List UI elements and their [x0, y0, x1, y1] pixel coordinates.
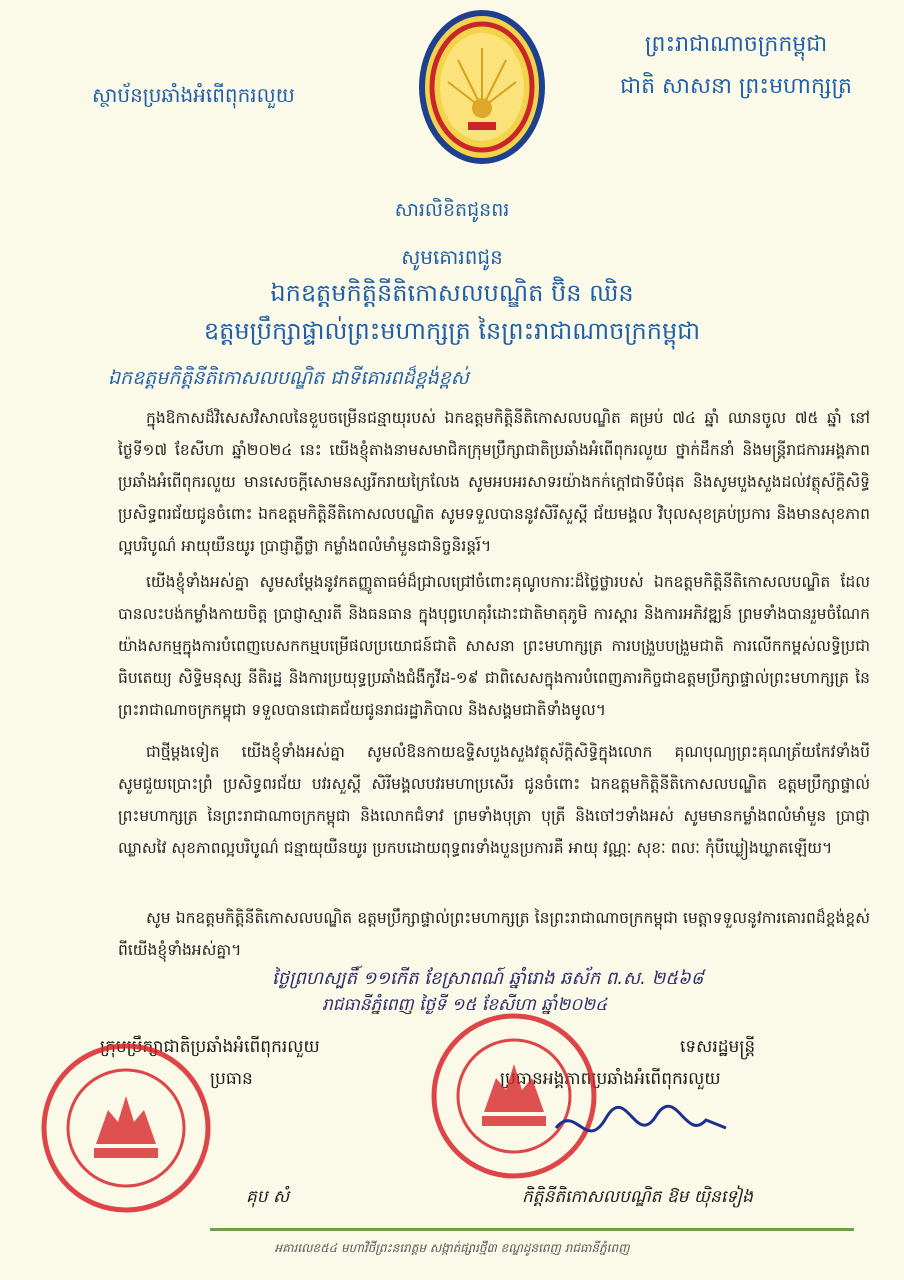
- recipient-name: ឯកឧត្តមកិត្តិនីតិកោសលបណ្ឌិត ប៊ិន ឈិន: [270, 279, 634, 307]
- right-signatory-name: កិត្តិនីតិកោសលបណ្ឌិត ឱម យ៉ិនទៀង: [522, 1187, 753, 1207]
- body-paragraph-4: សូម ឯកឧត្តមកិត្តិនីតិកោសលបណ្ឌិត ឧត្តមប្រឹក្សាផ្ទាល់ព្រះមហាក្សត្រ នៃព្រះរាជាណាចក្រកម្ពុជា មេត្តាទទួលនូវការគោរពដ៏ខ្ពង់ខ្ពស់ ពីយើងខ្ញុំទាំងអស់គ្នា។: [118, 909, 870, 959]
- body-paragraph-2: យើងខ្ញុំទាំងអស់គ្នា សូមសម្តែងនូវកតញ្ញូតាធម៌ដ៏ជ្រាលជ្រៅចំពោះគុណូបការៈដ៏ថ្លៃថ្លារបស់ ឯកឧត្តមកិត្តិនីតិកោសលបណ្ឌិត ដែលបានលះបង់កម្លាំងកាយចិត្ត ប្រាជ្ញាស្មារតី និងធនធាន ក្នុងបុព្វហេតុរំដោះជាតិមាតុភូមិ ការស្តារ និងការអភិវឌ្ឍន៍ ព្រមទាំងបានរួមចំណែកយ៉ាងសកម្មក្នុងការបំពេញបេសកកម្មបម្រើផលប្រយោជន៍ជាតិ សាសនា ព្រះមហាក្សត្រ ការបង្រួបបង្រួមជាតិ ការលើកកម្ពស់លទ្ធិប្រជាធិបតេយ្យ សិទ្ធិមនុស្ស នីតិរដ្ឋ និងការប្រយុទ្ធប្រឆាំងជំងឺកូវីដ-១៩ ជាពិសេសក្នុងការបំពេញភារកិច្ចជាឧត្តមប្រឹក្សាផ្ទាល់ព្រះមហាក្សត្រ នៃព្រះរាជាណាចក្រកម្ពុជា ទទួលបានជោគជ័យជូនរាជរដ្ឋាភិបាល និងសង្គមជាតិទាំងមូល។: [118, 573, 870, 719]
- salutation: ឯកឧត្តមកិត្តិនីតិកោសលបណ្ឌិត ជាទីគោរពដ៏ខ្ពង់ខ្ពស់: [108, 367, 469, 389]
- body-paragraph-1: ក្នុងឱកាសដ៏វិសេសវិសាលនៃខួបចម្រើនជន្មាយុរបស់ ឯកឧត្តមកិត្តិនីតិកោសលបណ្ឌិត គម្រប់ ៧៤ ឆ្នាំ ឈានចូល ៧៥ ឆ្នាំ នៅថ្ងៃទី១៧ ខែសីហា ឆ្នាំ២០២៤ នេះ យើងខ្ញុំតាងនាមសមាជិកក្រុមប្រឹក្សាជាតិប្រឆាំងអំពើពុករលួយ ថ្នាក់ដឹកនាំ និងមន្ត្រីរាជការអង្គភាពប្រឆាំងអំពើពុករលួយ មានសេចក្តីសោមនស្សរីករាយក្រៃលែង សូមអបអរសាទរយ៉ាងកក់ក្តៅជាទីបំផុត និងសូមបួងសួងដល់វត្ថុស័ក្តិសិទ្ធិប្រសិទ្ធពរជ័យជូនចំពោះ ឯកឧត្តមកិត្តិនីតិកោសលបណ្ឌិត សូមទទួលបាននូវសិរីសួស្តី ជ័យមង្គល វិបុលសុខគ្រប់ប្រការ និងមានសុខភាពល្អបរិបូណ៌ អាយុយឺនយូរ ប្រាជ្ញាភ្លឺថ្លា កម្លាំងពលំមាំមួនជានិច្ចនិរន្តរ៍។: [118, 409, 870, 555]
- letter-title: សារលិខិតជូនពរ: [394, 199, 510, 221]
- left-signatory-title: ប្រធាន: [210, 1069, 253, 1089]
- kingdom-name: ព្រះរាជាណាចក្រកម្ពុជា: [644, 32, 828, 57]
- national-motto: ជាតិ សាសនា ព្រះមហាក្សត្រ: [620, 74, 852, 99]
- right-signatory-title: ប្រធានអង្គភាពប្រឆាំងអំពើពុករលួយ: [500, 1069, 721, 1089]
- left-signatory-name: គុប សំ: [246, 1187, 290, 1207]
- footer-divider: [210, 1228, 854, 1231]
- right-signatory-rank: ទេសរដ្ឋមន្ត្រី: [680, 1037, 756, 1057]
- handwritten-signature: [546, 1098, 736, 1158]
- issuing-org-name: ស្ថាប័នប្រឆាំងអំពើពុករលួយ: [92, 83, 295, 107]
- footer-address: អគារលេខ៥៤ មហាវិថីព្រះនរោត្តម សង្កាត់ផ្សារថ្មី៣ ខណ្ឌដូនពេញ រាជធានីភ្នំពេញ: [274, 1241, 630, 1255]
- left-official-seal-stamp: [38, 1040, 214, 1216]
- solar-date: រាជធានីភ្នំពេញ ថ្ងៃទី ១៥ ខែសីហា ឆ្នាំ២០២៤: [322, 995, 608, 1015]
- acu-emblem-logo: [418, 8, 546, 166]
- respect-line: សូមគោរពជូន: [401, 245, 503, 269]
- left-signatory-org: ក្រុមប្រឹក្សាជាតិប្រឆាំងអំពើពុករលួយ: [100, 1037, 320, 1057]
- body-paragraph-3: ជាថ្មីម្តងទៀត យើងខ្ញុំទាំងអស់គ្នា សូមលំឱនកាយឧទ្ទិសបួងសួងវត្ថុស័ក្តិសិទ្ធិក្នុងលោក គុណបុណ្យព្រះគុណត្រ័យកែវទាំងបី សូមជួយប្រោះព្រំ ប្រសិទ្ធពរជ័យ បវរសួស្តី សិរីមង្គលបវរមហាប្រសើរ ជូនចំពោះ ឯកឧត្តមកិត្តិនីតិកោសលបណ្ឌិត ឧត្តមប្រឹក្សាផ្ទាល់ព្រះមហាក្សត្រ នៃព្រះរាជាណាចក្រកម្ពុជា និងលោកជំទាវ ព្រមទាំងបុត្រា បុត្រី និងចៅៗទាំងអស់ សូមមានកម្លាំងពលំមាំមួន ប្រាជ្ញាឈ្លាសវៃ សុខភាពល្អបរិបូណ៌ ជន្មាយុយឺនយូរ ប្រកបដោយពុទ្ធពរទាំងបួនប្រការគឺ អាយុ វណ្ណៈ សុខៈ ពលៈ កុំបីឃ្លៀងឃ្លាតឡើយ។: [118, 743, 870, 857]
- recipient-position: ឧត្តមប្រឹក្សាផ្ទាល់ព្រះមហាក្សត្រ នៃព្រះរាជាណាចក្រកម្ពុជា: [203, 317, 701, 345]
- lunar-date: ថ្ងៃព្រហស្បតិ៍ ១១កើត ខែស្រាពណ៍ ឆ្នាំរោង ឆស័ក ព.ស. ២៥៦៨: [272, 968, 704, 989]
- kingdom-header: [620, 24, 852, 108]
